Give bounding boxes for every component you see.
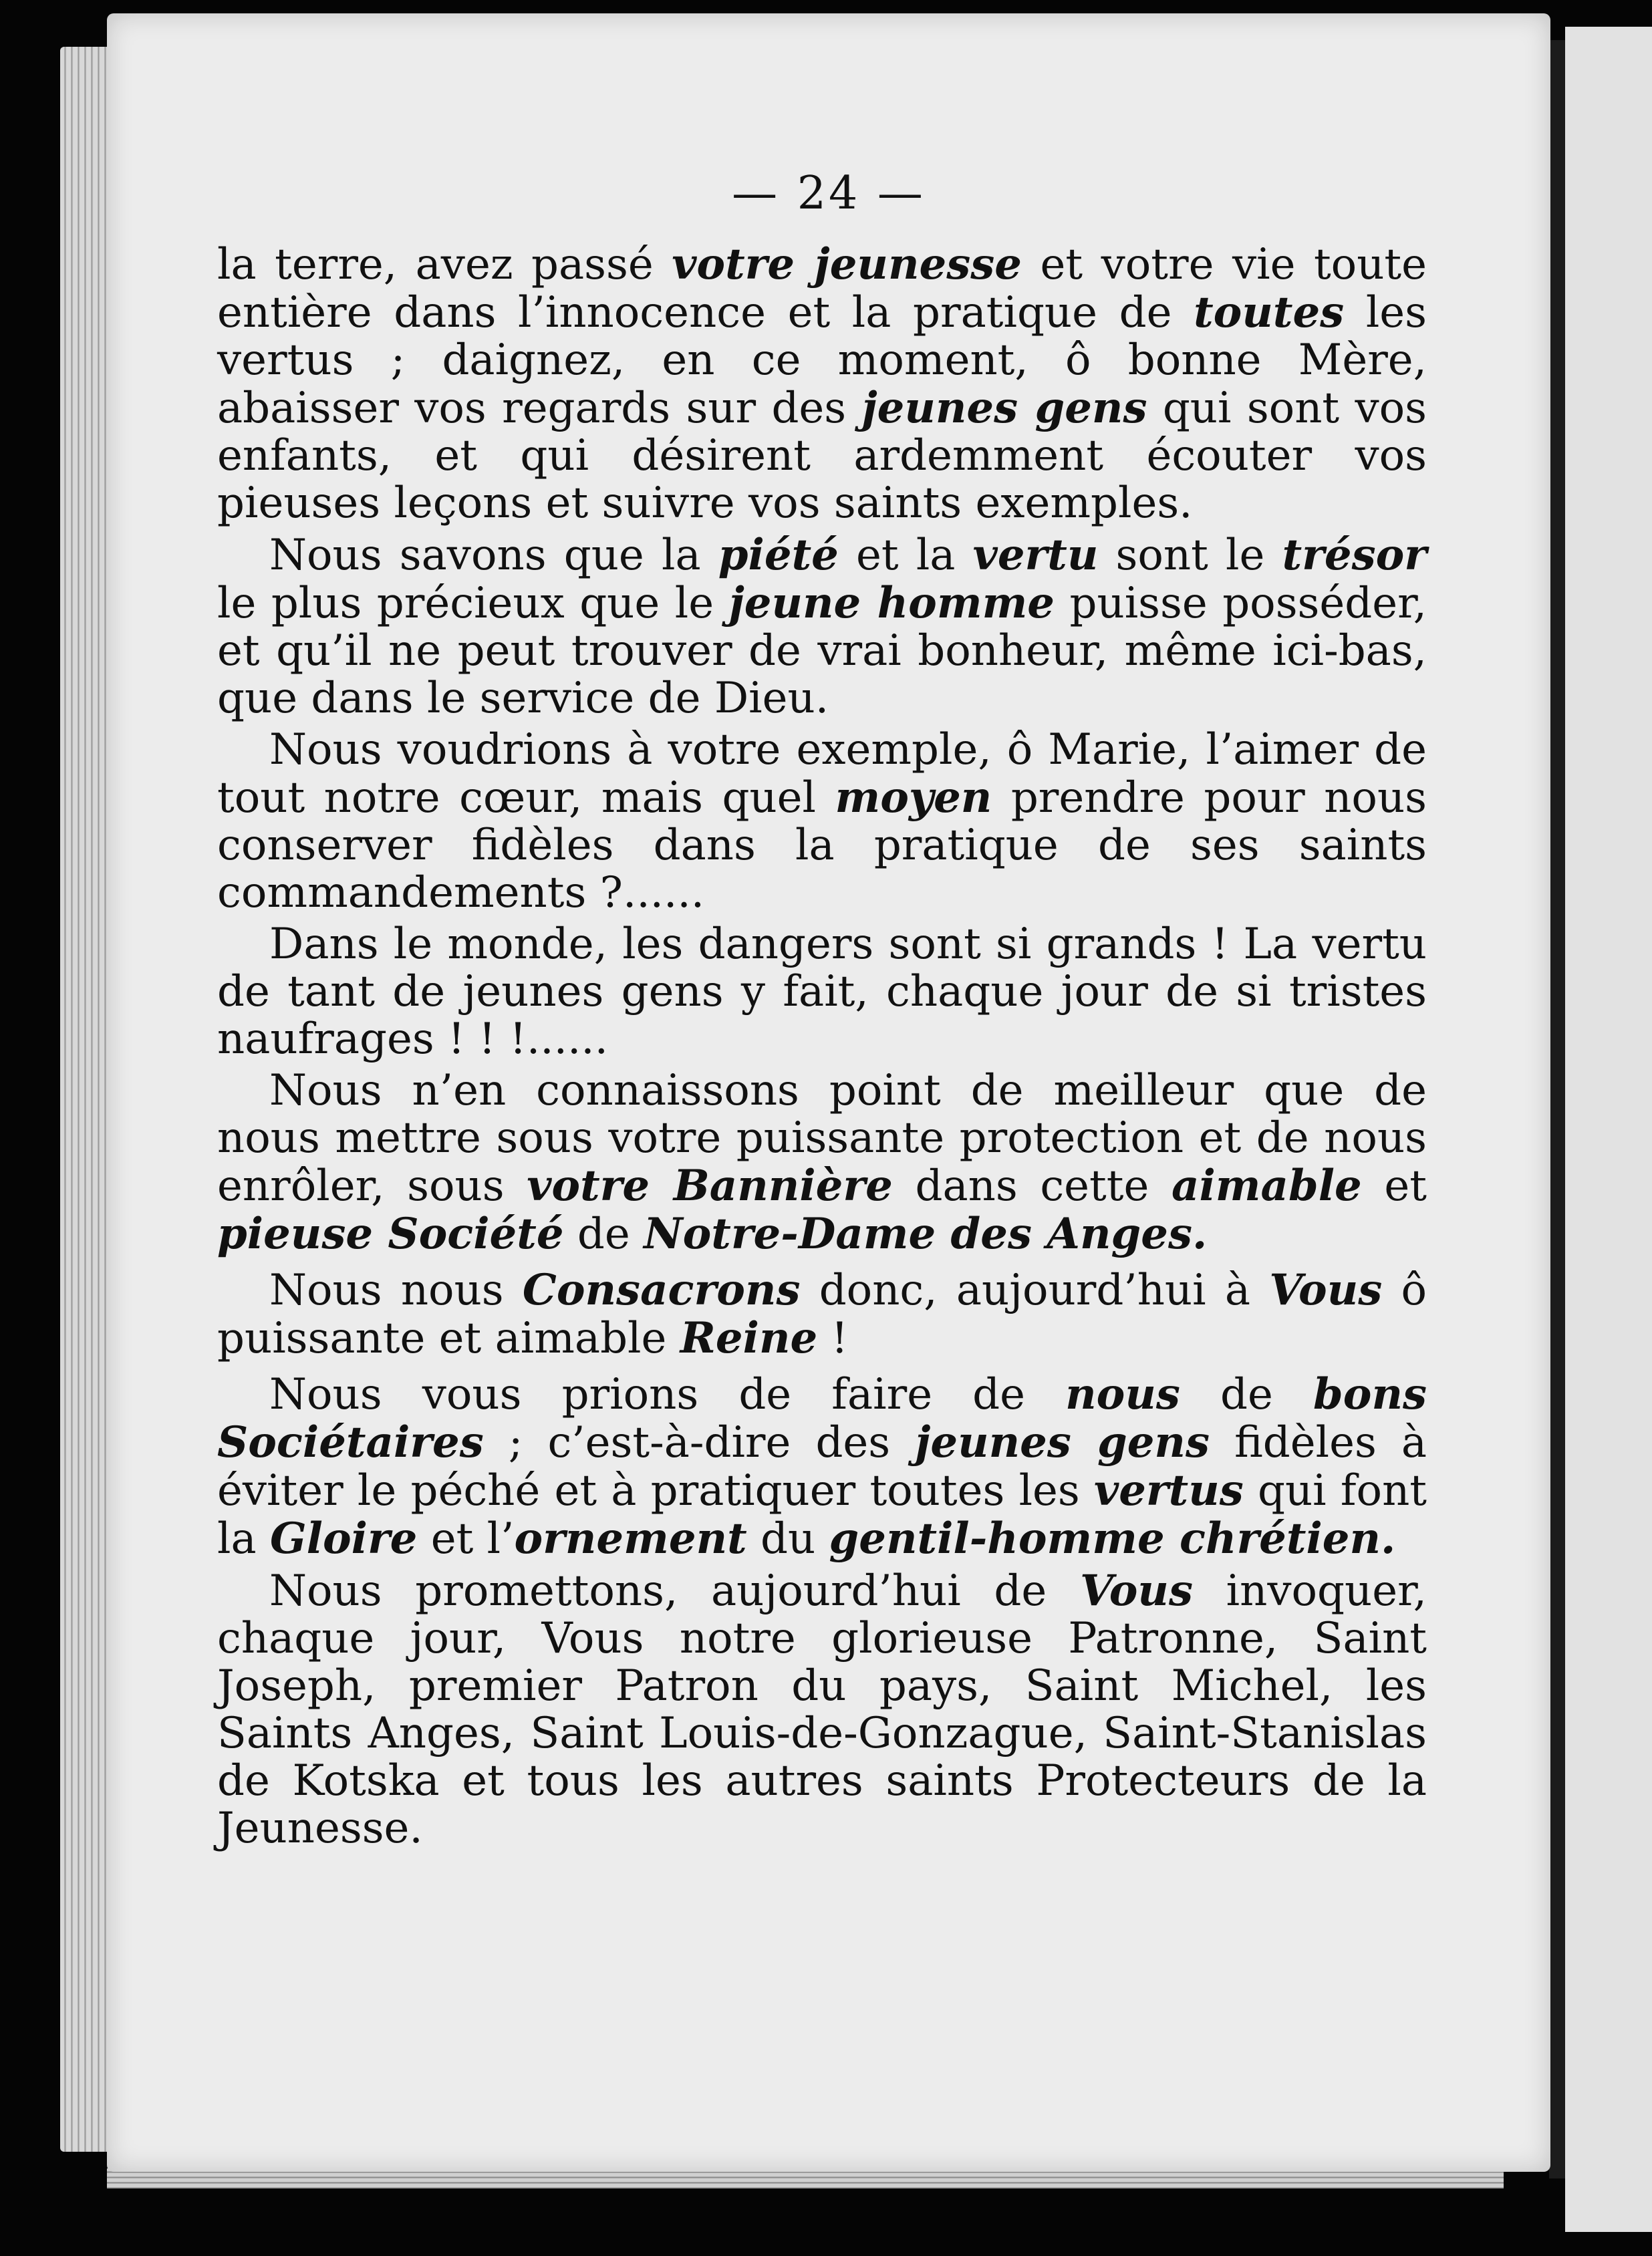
- emphasized-text: gentil-homme chrétien.: [829, 1514, 1396, 1564]
- text-run: Nous promettons, aujourd’hui de: [269, 1566, 1080, 1616]
- text-run: et: [1361, 1161, 1427, 1211]
- text-run: de: [1180, 1370, 1313, 1419]
- text-run: et la: [838, 531, 973, 580]
- text-run: qui font la: [217, 1466, 1427, 1564]
- text-run: du: [746, 1514, 829, 1564]
- emphasized-text: Notre-Dame des Anges.: [644, 1209, 1208, 1259]
- emphasized-text: jeune homme: [728, 578, 1055, 628]
- text-run: les vertus ; daignez, en ce moment, ô bonne Mère, abaisser vos regards sur des: [217, 288, 1427, 433]
- emphasized-text: Gloire: [269, 1514, 418, 1564]
- emphasized-text: votre jeunesse: [672, 239, 1022, 289]
- text-run: et l’: [417, 1514, 515, 1564]
- emphasized-text: jeunes gens: [861, 383, 1147, 433]
- emphasized-text: Reine: [680, 1313, 818, 1363]
- text-run: donc, aujourd’hui à: [800, 1266, 1270, 1315]
- text-run: et votre vie toute entière dans l’innocence et la pratique de: [217, 240, 1427, 337]
- emphasized-text: jeunes gens: [915, 1417, 1210, 1467]
- text-run: le plus précieux que le: [217, 579, 729, 628]
- text-run: qui sont vos enfants, et qui désirent ardemment écouter vos pieuses leçons et suivre vos saints exemples.: [217, 384, 1427, 528]
- text-run: Nous n’en connaissons point de meilleur que de nous mettre sous votre puissante protection et de nous enrôler, sous: [217, 1066, 1427, 1211]
- text-run: fidèles à éviter le péché et à pratiquer toutes les: [217, 1418, 1427, 1516]
- text-run: Nous vous prions de faire de: [269, 1370, 1066, 1419]
- text-run: dans cette: [892, 1161, 1172, 1211]
- emphasized-text: aimable: [1172, 1161, 1362, 1211]
- page-number: — 24 —: [732, 167, 926, 220]
- emphasized-text: ornement: [514, 1514, 747, 1564]
- emphasized-text: nous: [1065, 1369, 1180, 1419]
- text-run: ô puissante et aimable: [217, 1266, 1427, 1363]
- paragraph: [217, 1567, 1427, 1852]
- text-run: Dans le monde, les dangers sont si grands ! La vertu de tant de jeunes gens y fait, chaque jour de si tristes naufrages ! ! !......: [217, 920, 1427, 1064]
- text-run: la terre, avez passé: [217, 240, 672, 289]
- emphasized-text: vertus: [1094, 1465, 1244, 1516]
- text-run: Nous savons que la: [269, 531, 718, 580]
- book-spine: [1549, 40, 1565, 2178]
- text-run: de: [563, 1210, 644, 1259]
- emphasized-text: votre Bannière: [527, 1161, 893, 1211]
- text-run: puisse posséder, et qu’il ne peut trouver de vrai bonheur, même ici-bas, que dans le service de Dieu.: [217, 579, 1427, 723]
- paragraph: [217, 531, 1427, 722]
- paragraph: [217, 1067, 1427, 1258]
- emphasized-text: piété: [718, 530, 839, 580]
- text-run: invoquer, chaque jour, Vous notre glorieuse Patronne, Saint Joseph, premier Patron du pays, Saint Michel, les Saints Anges, Saint Louis-de-Gonzague, Saint-Stanislas de Kotska et tous les autres saints Protecteurs de la Jeunesse.: [217, 1566, 1427, 1853]
- emphasized-text: toutes: [1194, 287, 1345, 337]
- emphasized-text: trésor: [1282, 530, 1427, 580]
- emphasized-text: bons Sociétaires: [217, 1369, 1427, 1467]
- emphasized-text: Consacrons: [522, 1265, 801, 1315]
- facing-page-edge: [1565, 27, 1652, 2232]
- text-run: sont le: [1098, 531, 1282, 580]
- emphasized-text: moyen: [835, 772, 992, 823]
- text-run: !: [817, 1314, 849, 1363]
- text-run: prendre pour nous conserver fidèles dans la pratique de ses saints commandements ?......: [217, 773, 1427, 918]
- text-run: ; c’est-à-dire des: [483, 1418, 916, 1467]
- paragraph: [217, 726, 1427, 917]
- paragraph: [217, 921, 1427, 1063]
- paragraph: [217, 241, 1427, 527]
- body-text: [217, 241, 1427, 1856]
- text-run: Nous nous: [269, 1266, 523, 1315]
- paragraph: [217, 1266, 1427, 1363]
- emphasized-text: pieuse Société: [217, 1209, 564, 1259]
- emphasized-text: Vous: [1079, 1566, 1193, 1616]
- emphasized-text: Vous: [1269, 1265, 1383, 1315]
- emphasized-text: vertu: [972, 530, 1099, 580]
- paragraph: [217, 1371, 1427, 1563]
- text-run: Nous voudrions à votre exemple, ô Marie, l’aimer de tout notre cœur, mais quel: [217, 725, 1427, 823]
